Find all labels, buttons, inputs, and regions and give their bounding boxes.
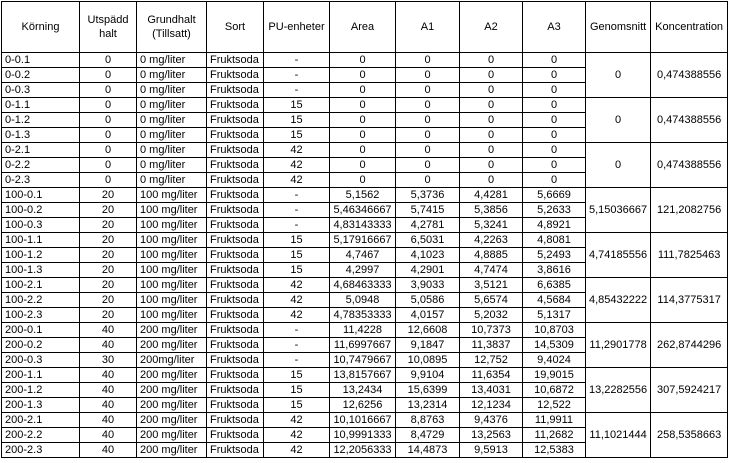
table-cell: 20 [80, 278, 137, 293]
table-cell: Fruktsoda [207, 173, 264, 188]
genomsnitt-cell: 0 [586, 143, 651, 188]
table-cell: 0 [460, 158, 523, 173]
table-row [2, 413, 728, 428]
table-cell: 40 [80, 323, 137, 338]
table-cell: 13,2314 [396, 398, 460, 413]
table-cell: 5,46346667 [330, 203, 396, 218]
table-cell: 0 [460, 98, 523, 113]
table-cell: 40 [80, 443, 137, 458]
table-cell: 10,9991333 [330, 428, 396, 443]
table-cell: 20 [80, 188, 137, 203]
table-cell: 5,2493 [523, 248, 586, 263]
table-cell: 0 [460, 113, 523, 128]
table-cell: 100-2.1 [2, 278, 80, 293]
genomsnitt-cell: 4,74185556 [586, 233, 651, 278]
genomsnitt-cell: 4,85432222 [586, 278, 651, 323]
table-cell: 0 [396, 83, 460, 98]
table-cell: 0 mg/liter [137, 98, 207, 113]
table-cell: 0 mg/liter [137, 158, 207, 173]
table-row [2, 233, 728, 248]
table-cell: - [264, 323, 330, 338]
table-cell: 4,8081 [523, 233, 586, 248]
table-cell: Fruktsoda [207, 83, 264, 98]
table-cell: 14,5309 [523, 338, 586, 353]
table-cell: 0 [523, 68, 586, 83]
header-grundhalt: Grundhalt (Tillsatt) [137, 2, 207, 53]
table-cell: 0 [523, 128, 586, 143]
table-cell: 4,5684 [523, 293, 586, 308]
table-cell: 11,6997667 [330, 338, 396, 353]
table-cell: Fruktsoda [207, 428, 264, 443]
table-cell: 100 mg/liter [137, 308, 207, 323]
table-body [2, 53, 728, 458]
table-cell: 5,2032 [460, 308, 523, 323]
table-cell: 10,6872 [523, 383, 586, 398]
table-cell: 12,522 [523, 398, 586, 413]
table-cell: Fruktsoda [207, 98, 264, 113]
table-cell: 15 [264, 383, 330, 398]
koncentration-cell: 258,5358663 [651, 413, 728, 458]
table-cell: 4,68463333 [330, 278, 396, 293]
table-cell: Fruktsoda [207, 353, 264, 368]
koncentration-cell: 121,2082756 [651, 188, 728, 233]
table-cell: Fruktsoda [207, 113, 264, 128]
table-cell: 0 [80, 98, 137, 113]
table-row [2, 323, 728, 338]
table-cell: 0 [80, 113, 137, 128]
table-cell: 200 mg/liter [137, 428, 207, 443]
header-utspadd-halt: Utspädd halt [80, 2, 137, 53]
table-cell: 20 [80, 233, 137, 248]
table-cell: 0 [330, 83, 396, 98]
table-cell: 4,2901 [396, 263, 460, 278]
table-cell: 5,7415 [396, 203, 460, 218]
table-cell: 4,8885 [460, 248, 523, 263]
header-a1: A1 [396, 2, 460, 53]
table-cell: Fruktsoda [207, 308, 264, 323]
table-cell: 100 mg/liter [137, 188, 207, 203]
table-cell: 200 mg/liter [137, 368, 207, 383]
table-cell: 0 [330, 158, 396, 173]
genomsnitt-cell: 0 [586, 98, 651, 143]
table-cell: 9,9104 [396, 368, 460, 383]
koncentration-cell: 114,3775317 [651, 278, 728, 323]
table-cell: 9,4024 [523, 353, 586, 368]
table-cell: - [264, 203, 330, 218]
table-cell: 9,4376 [460, 413, 523, 428]
table-row [2, 143, 728, 158]
table-cell: 15 [264, 248, 330, 263]
table-cell: 200-2.1 [2, 413, 80, 428]
table-cell: 40 [80, 338, 137, 353]
table-cell: 12,752 [460, 353, 523, 368]
table-cell: - [264, 338, 330, 353]
table-cell: 10,7373 [460, 323, 523, 338]
table-cell: 4,1023 [396, 248, 460, 263]
table-cell: - [264, 188, 330, 203]
table-row [2, 98, 728, 113]
koncentration-cell: 0,474388556 [651, 53, 728, 98]
table-cell: 0 [330, 113, 396, 128]
table-cell: 42 [264, 278, 330, 293]
table-cell: 11,4228 [330, 323, 396, 338]
table-cell: 0 [523, 53, 586, 68]
table-cell: 0 [396, 113, 460, 128]
table-cell: 0 [396, 68, 460, 83]
table-cell: 12,6608 [396, 323, 460, 338]
table-cell: Fruktsoda [207, 218, 264, 233]
table-cell: 12,1234 [460, 398, 523, 413]
table-cell: 200-2.3 [2, 443, 80, 458]
table-cell: 100 mg/liter [137, 263, 207, 278]
genomsnitt-cell: 11,1021444 [586, 413, 651, 458]
table-cell: Fruktsoda [207, 413, 264, 428]
koncentration-cell: 262,8744296 [651, 323, 728, 368]
table-cell: Fruktsoda [207, 158, 264, 173]
table-cell: 0 [460, 83, 523, 98]
table-cell: 15 [264, 368, 330, 383]
table-cell: 4,78353333 [330, 308, 396, 323]
table-cell: 12,6256 [330, 398, 396, 413]
table-cell: 200-0.2 [2, 338, 80, 353]
table-cell: 11,2682 [523, 428, 586, 443]
table-cell: 42 [264, 428, 330, 443]
table-cell: Fruktsoda [207, 443, 264, 458]
table-cell: 12,2056333 [330, 443, 396, 458]
table-cell: 10,7479667 [330, 353, 396, 368]
table-cell: 0 mg/liter [137, 113, 207, 128]
table-cell: 0 [523, 98, 586, 113]
table-cell: 200-1.3 [2, 398, 80, 413]
table-cell: 11,6354 [460, 368, 523, 383]
table-cell: 13,2434 [330, 383, 396, 398]
table-cell: 0 [396, 173, 460, 188]
table-cell: 6,6385 [523, 278, 586, 293]
table-cell: 4,2781 [396, 218, 460, 233]
table-cell: 5,2633 [523, 203, 586, 218]
table-cell: 200-0.1 [2, 323, 80, 338]
table-cell: Fruktsoda [207, 398, 264, 413]
table-cell: 0 [396, 143, 460, 158]
table-cell: 4,2997 [330, 263, 396, 278]
table-cell: Fruktsoda [207, 278, 264, 293]
table-cell: 0 [460, 68, 523, 83]
table-cell: 5,3241 [460, 218, 523, 233]
table-row [2, 53, 728, 68]
table-cell: 13,4031 [460, 383, 523, 398]
table-cell: 100 mg/liter [137, 278, 207, 293]
table-cell: 0-1.1 [2, 98, 80, 113]
table-cell: 0 [330, 98, 396, 113]
table-cell: 20 [80, 293, 137, 308]
table-cell: 4,83143333 [330, 218, 396, 233]
table-cell: 5,6574 [460, 293, 523, 308]
table-cell: 5,0586 [396, 293, 460, 308]
table-cell: 8,4729 [396, 428, 460, 443]
koncentration-cell: 0,474388556 [651, 98, 728, 143]
table-cell: 0 [523, 113, 586, 128]
table-cell: 100-1.1 [2, 233, 80, 248]
table-cell: 0 [523, 158, 586, 173]
table-cell: 200-0.3 [2, 353, 80, 368]
table-cell: 0-2.1 [2, 143, 80, 158]
table-row [2, 278, 728, 293]
table-cell: 42 [264, 173, 330, 188]
table-cell: 11,3837 [460, 338, 523, 353]
table-cell: 200 mg/liter [137, 323, 207, 338]
table-cell: 100-0.2 [2, 203, 80, 218]
table-cell: 13,8157667 [330, 368, 396, 383]
table-cell: 8,8763 [396, 413, 460, 428]
table-cell: 0 mg/liter [137, 128, 207, 143]
table-cell: 20 [80, 263, 137, 278]
table-cell: 9,5913 [460, 443, 523, 458]
table-cell: 13,2563 [460, 428, 523, 443]
table-cell: Fruktsoda [207, 203, 264, 218]
table-cell: 100 mg/liter [137, 248, 207, 263]
table-cell: 100-0.1 [2, 188, 80, 203]
table-cell: Fruktsoda [207, 68, 264, 83]
table-cell: 0-0.3 [2, 83, 80, 98]
header-koncentration: Koncentration [651, 2, 728, 53]
table-cell: 20 [80, 203, 137, 218]
table-cell: 200 mg/liter [137, 338, 207, 353]
table-cell: 14,4873 [396, 443, 460, 458]
table-cell: 15,6399 [396, 383, 460, 398]
table-cell: 0 [80, 173, 137, 188]
table-cell: 0 [330, 143, 396, 158]
table-cell: 200 mg/liter [137, 383, 207, 398]
table-cell: 200 mg/liter [137, 413, 207, 428]
table-cell: 0 [396, 98, 460, 113]
table-cell: 30 [80, 353, 137, 368]
table-cell: 0 [80, 158, 137, 173]
table-cell: 15 [264, 128, 330, 143]
table-cell: 0 [80, 83, 137, 98]
table-cell: 0 [80, 53, 137, 68]
table-cell: 0 [460, 128, 523, 143]
data-table [1, 1, 728, 458]
table-cell: Fruktsoda [207, 383, 264, 398]
table-cell: 15 [264, 233, 330, 248]
table-cell: 19,9015 [523, 368, 586, 383]
genomsnitt-cell: 5,15036667 [586, 188, 651, 233]
table-cell: 5,3856 [460, 203, 523, 218]
table-cell: 10,1016667 [330, 413, 396, 428]
table-cell: 0 [523, 143, 586, 158]
genomsnitt-cell: 13,2282556 [586, 368, 651, 413]
table-cell: 200-1.1 [2, 368, 80, 383]
table-cell: 10,8703 [523, 323, 586, 338]
table-cell: 4,7467 [330, 248, 396, 263]
table-cell: 42 [264, 293, 330, 308]
table-cell: 0 [330, 53, 396, 68]
table-cell: 0-1.3 [2, 128, 80, 143]
table-cell: 100-0.3 [2, 218, 80, 233]
table-cell: 3,5121 [460, 278, 523, 293]
table-cell: 0 [460, 53, 523, 68]
table-cell: 0 [523, 83, 586, 98]
header-genomsnitt: Genomsnitt [586, 2, 651, 53]
table-cell: 15 [264, 98, 330, 113]
table-cell: 11,9911 [523, 413, 586, 428]
table-cell: 4,2263 [460, 233, 523, 248]
header-row [2, 2, 728, 53]
header-sort: Sort [207, 2, 264, 53]
table-cell: 100 mg/liter [137, 218, 207, 233]
table-cell: 40 [80, 398, 137, 413]
table-cell: 0 mg/liter [137, 173, 207, 188]
table-cell: 0-2.2 [2, 158, 80, 173]
table-cell: 0 mg/liter [137, 68, 207, 83]
table-cell: 3,8616 [523, 263, 586, 278]
table-cell: Fruktsoda [207, 143, 264, 158]
table-cell: 15 [264, 398, 330, 413]
table-cell: - [264, 68, 330, 83]
table-row [2, 188, 728, 203]
table-cell: Fruktsoda [207, 248, 264, 263]
table-cell: 0 [396, 128, 460, 143]
table-cell: 100-1.3 [2, 263, 80, 278]
header-a3: A3 [523, 2, 586, 53]
header-pu-enheter: PU-enheter [264, 2, 330, 53]
table-cell: 5,1562 [330, 188, 396, 203]
table-cell: 100-2.3 [2, 308, 80, 323]
table-cell: 200mg/liter [137, 353, 207, 368]
table-cell: 0-0.1 [2, 53, 80, 68]
koncentration-cell: 0,474388556 [651, 143, 728, 188]
table-cell: - [264, 53, 330, 68]
table-cell: 42 [264, 158, 330, 173]
table-cell: 20 [80, 248, 137, 263]
table-cell: 5,3736 [396, 188, 460, 203]
table-cell: 0 [396, 53, 460, 68]
table-cell: 200 mg/liter [137, 443, 207, 458]
genomsnitt-cell: 11,2901778 [586, 323, 651, 368]
table-cell: - [264, 353, 330, 368]
table-cell: 0 [80, 128, 137, 143]
table-cell: Fruktsoda [207, 263, 264, 278]
table-cell: 42 [264, 413, 330, 428]
table-cell: 0 mg/liter [137, 53, 207, 68]
table-cell: 0-0.2 [2, 68, 80, 83]
table-cell: 200 mg/liter [137, 398, 207, 413]
table-cell: 200-1.2 [2, 383, 80, 398]
table-cell: 40 [80, 368, 137, 383]
table-cell: 100 mg/liter [137, 293, 207, 308]
table-cell: 15 [264, 263, 330, 278]
table-cell: 42 [264, 308, 330, 323]
koncentration-cell: 307,5924217 [651, 368, 728, 413]
table-cell: 4,7474 [460, 263, 523, 278]
header-korning: Körning [2, 2, 80, 53]
table-cell: 5,6669 [523, 188, 586, 203]
table-cell: Fruktsoda [207, 368, 264, 383]
table-cell: 15 [264, 113, 330, 128]
table-cell: Fruktsoda [207, 323, 264, 338]
table-cell: 0 [330, 173, 396, 188]
table-cell: 40 [80, 383, 137, 398]
koncentration-cell: 111,7825463 [651, 233, 728, 278]
table-cell: 10,0895 [396, 353, 460, 368]
table-cell: 9,1847 [396, 338, 460, 353]
table-cell: 12,5383 [523, 443, 586, 458]
table-cell: 0 [330, 128, 396, 143]
table-cell: 42 [264, 143, 330, 158]
table-cell: 42 [264, 443, 330, 458]
table-cell: 4,4281 [460, 188, 523, 203]
table-cell: 5,17916667 [330, 233, 396, 248]
table-cell: 0 [460, 173, 523, 188]
table-cell: 0 [523, 173, 586, 188]
genomsnitt-cell: 0 [586, 53, 651, 98]
table-cell: 4,8921 [523, 218, 586, 233]
table-cell: - [264, 218, 330, 233]
table-cell: Fruktsoda [207, 188, 264, 203]
table-cell: 3,9033 [396, 278, 460, 293]
table-cell: Fruktsoda [207, 128, 264, 143]
table-cell: 100 mg/liter [137, 233, 207, 248]
table-cell: 0 [396, 158, 460, 173]
table-cell: 100-2.2 [2, 293, 80, 308]
table-cell: 0 [80, 68, 137, 83]
table-cell: 0 [460, 143, 523, 158]
table-cell: 200-2.2 [2, 428, 80, 443]
table-cell: Fruktsoda [207, 53, 264, 68]
table-cell: 100-1.2 [2, 248, 80, 263]
table-cell: 0-2.3 [2, 173, 80, 188]
table-cell: 40 [80, 428, 137, 443]
table-cell: 0 [80, 143, 137, 158]
table-cell: 5,1317 [523, 308, 586, 323]
table-cell: 100 mg/liter [137, 203, 207, 218]
table-cell: 0 mg/liter [137, 83, 207, 98]
header-a2: A2 [460, 2, 523, 53]
table-cell: 4,0157 [396, 308, 460, 323]
table-cell: - [264, 83, 330, 98]
table-cell: 6,5031 [396, 233, 460, 248]
table-cell: 20 [80, 308, 137, 323]
table-cell: 0 mg/liter [137, 143, 207, 158]
table-cell: 0 [330, 68, 396, 83]
table-cell: 0-1.2 [2, 113, 80, 128]
table-cell: Fruktsoda [207, 293, 264, 308]
table-cell: 40 [80, 413, 137, 428]
table-row [2, 368, 728, 383]
table-cell: 5,0948 [330, 293, 396, 308]
table-cell: Fruktsoda [207, 338, 264, 353]
header-area: Area [330, 2, 396, 53]
table-cell: Fruktsoda [207, 233, 264, 248]
table-cell: 20 [80, 218, 137, 233]
